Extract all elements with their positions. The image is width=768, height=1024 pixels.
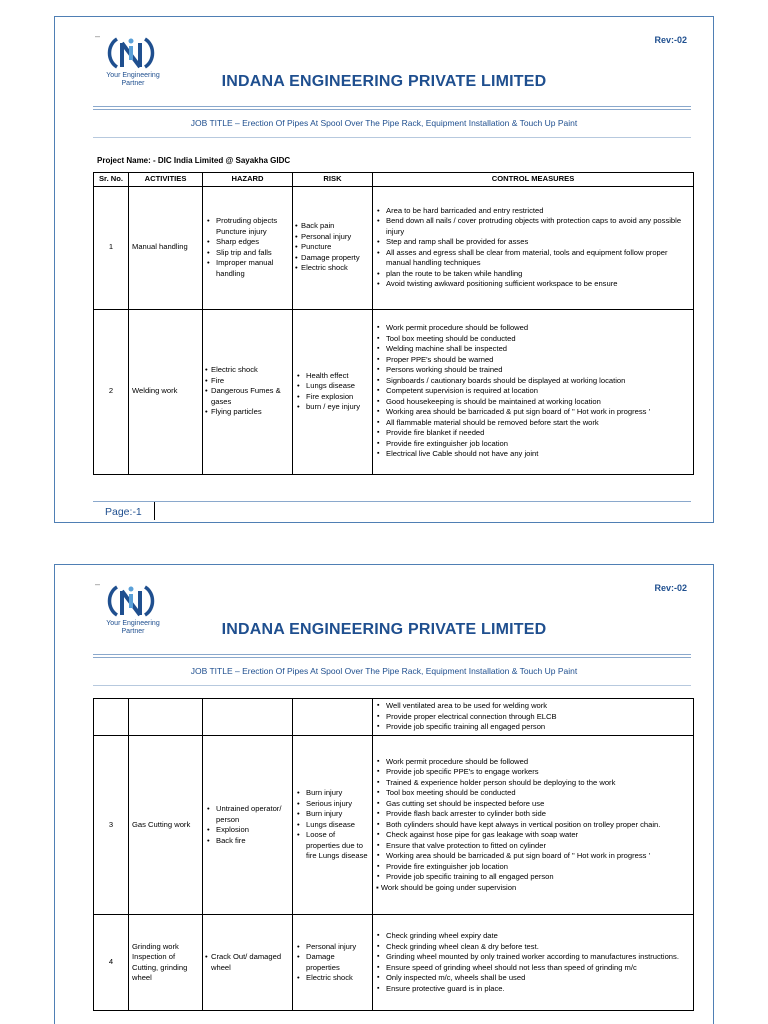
risk-cell	[293, 186, 373, 309]
table-row	[94, 915, 694, 1011]
note-text: Work should be going under supervision	[380, 882, 517, 892]
column-header: CONTROL MEASURES	[373, 173, 694, 187]
table-row	[94, 309, 694, 474]
footer-separator	[154, 502, 155, 520]
risk-cell	[293, 699, 373, 736]
serial-number: 1	[94, 186, 129, 309]
hazard-item: • Dangerous Fumes & gases	[206, 386, 289, 407]
control-item: ▪ Proper PPE's should be warned	[376, 355, 690, 366]
control-measures-cell	[373, 736, 694, 915]
revision-label: Rev:-02	[654, 583, 687, 593]
risk-assessment-table	[93, 172, 694, 475]
hazard-item: • Slip trip and falls	[206, 248, 289, 259]
supervision-note: ▪ Work should be going under supervision	[376, 882, 517, 892]
header-divider	[93, 657, 691, 658]
hazard-cell	[203, 915, 293, 1011]
hazard-item: • Crack Out/ damaged wheel	[206, 952, 289, 973]
header-divider	[93, 685, 691, 686]
column-header: RISK	[293, 173, 373, 187]
activity-cell: Manual handling	[129, 186, 203, 309]
page-number: Page:-1	[105, 506, 142, 518]
header-divider	[93, 137, 691, 138]
control-item: ▪ Check grinding wheel expiry date	[376, 931, 690, 942]
control-item: ▪ Provide proper electrical connection through ELCB	[376, 712, 690, 723]
control-item: ▪ Check against hose pipe for gas leakage with soap water	[376, 830, 690, 841]
control-item: ▪ Work permit procedure should be followed	[376, 323, 690, 334]
table-row	[94, 699, 694, 736]
control-item: ▪ Provide job specific PPE's to engage workers	[376, 767, 690, 778]
column-header: Sr. No.	[94, 173, 129, 187]
hazard-item: • Explosion	[206, 825, 289, 836]
risk-item: • Personal injury	[296, 942, 369, 953]
header-divider	[93, 106, 691, 107]
activity-cell: Gas Cutting work	[129, 736, 203, 915]
header-divider	[93, 109, 691, 110]
control-item: ▪ Provide job specific training all engaged person	[376, 722, 690, 733]
hazard-item: • Flying particles	[206, 407, 289, 418]
control-item: ▪ Provide flash back arrester to cylinder both side	[376, 809, 690, 820]
control-item: ▪ Well ventilated area to be used for welding work	[376, 701, 690, 712]
serial-number: 4	[94, 915, 129, 1011]
job-title: JOB TITLE – Erection Of Pipes At Spool Over The Pipe Rack, Equipment Installation & Touch Up Paint	[190, 666, 578, 676]
control-measures-cell	[373, 699, 694, 736]
control-item: ▪ All flammable material should be removed before start the work	[376, 418, 690, 429]
risk-cell	[293, 736, 373, 915]
job-title: JOB TITLE – Erection Of Pipes At Spool Over The Pipe Rack, Equipment Installation & Touch Up Paint	[190, 118, 578, 128]
hazard-cell	[203, 309, 293, 474]
risk-item: • Lungs disease	[296, 820, 369, 831]
risk-cell	[293, 915, 373, 1011]
control-item: ▪ Working area should be barricaded & put sign board of " Hot work in progress '	[376, 851, 690, 862]
logo-tagline: Your Engineering Partner	[106, 620, 160, 635]
column-header: ACTIVITIES	[129, 173, 203, 187]
logo-mark-icon	[105, 35, 157, 71]
header-dash: –	[95, 31, 101, 41]
risk-item: • burn / eye injury	[296, 402, 369, 413]
hazard-cell	[203, 699, 293, 736]
control-item: ▪ Trained & experience holder person should be deploying to the work	[376, 778, 690, 789]
risk-item: • Lungs disease	[296, 381, 369, 392]
hazard-item: • Fire	[206, 376, 289, 387]
logo-tagline: Your Engineering Partner	[106, 72, 160, 87]
control-item: ▪ Gas cutting set should be inspected before use	[376, 799, 690, 810]
risk-item: • Burn injury	[296, 788, 369, 799]
control-item: ▪ Signboards / cautionary boards should be displayed at working location	[376, 376, 690, 387]
document-page-2	[54, 564, 714, 1024]
control-item: • plan the route to be taken while handling	[376, 269, 690, 280]
risk-item: • Personal injury	[296, 232, 369, 243]
control-item: • Area to be hard barricaded and entry restricted	[376, 206, 690, 217]
activity-cell: Welding work	[129, 309, 203, 474]
control-item: ▪ Grinding wheel mounted by only trained worker according to manufactures instructions.	[376, 952, 690, 963]
control-measures-cell	[373, 309, 694, 474]
logo-mark-icon	[105, 583, 157, 619]
risk-item: • Burn injury	[296, 809, 369, 820]
table-row	[94, 736, 694, 915]
control-item: ▪ Provide job specific training to all engaged person	[376, 872, 690, 883]
hazard-item: • Improper manual handling	[206, 258, 289, 279]
control-item: • Step and ramp shall be provided for asses	[376, 237, 690, 248]
control-item: ▪ Provide fire extinguisher job location	[376, 862, 690, 873]
control-item: ▪ Tool box meeting should be conducted	[376, 334, 690, 345]
footer-divider	[93, 501, 691, 502]
control-item: ▪ Both cylinders should have kept always in vertical position on trolley proper chain.	[376, 820, 690, 831]
serial-number	[94, 699, 129, 736]
control-item: ▪ Good housekeeping is should be maintained at working location	[376, 397, 690, 408]
company-name: INDANA ENGINEERING PRIVATE LIMITED	[221, 73, 547, 90]
revision-label: Rev:-02	[654, 35, 687, 45]
control-item: ▪ Provide fire blanket if needed	[376, 428, 690, 439]
header-divider	[93, 654, 691, 655]
risk-item: • Back pain	[296, 221, 369, 232]
control-item: ▪ Provide fire extinguisher job location	[376, 439, 690, 450]
company-name: INDANA ENGINEERING PRIVATE LIMITED	[221, 621, 547, 638]
risk-item: • Fire explosion	[296, 392, 369, 403]
hazard-item: • Back fire	[206, 836, 289, 847]
control-measures-cell	[373, 186, 694, 309]
risk-item: • Puncture	[296, 242, 369, 253]
control-item: ▪ Tool box meeting should be conducted	[376, 788, 690, 799]
risk-item: • Loose of properties due to fire Lungs disease	[296, 830, 369, 862]
hazard-item: • Sharp edges	[206, 237, 289, 248]
document-page-1	[54, 16, 714, 523]
control-item: ▪ Persons working should be trained	[376, 365, 690, 376]
risk-item: • Health effect	[296, 371, 369, 382]
control-item: ▪ Competent supervision is required at location	[376, 386, 690, 397]
hazard-item: • Protruding objects Puncture injury	[206, 216, 289, 237]
risk-item: • Electric shock	[296, 263, 369, 274]
control-item: ▪ Only inspected m/c, wheels shall be used	[376, 973, 690, 984]
risk-item: • Damage properties	[296, 952, 369, 973]
risk-assessment-table-continued	[93, 698, 694, 1011]
table-row	[94, 186, 694, 309]
risk-item: • Electric shock	[296, 973, 369, 984]
activity-cell: Grinding work Inspection of Cutting, grinding wheel	[129, 915, 203, 1011]
hazard-item: • Untrained operator/ person	[206, 804, 289, 825]
serial-number: 3	[94, 736, 129, 915]
control-item: ▪ Ensure that valve protection to fitted on cylinder	[376, 841, 690, 852]
control-measures-cell	[373, 915, 694, 1011]
header-dash: –	[95, 579, 101, 589]
column-header: HAZARD	[203, 173, 293, 187]
project-name: Project Name: - DIC India Limited @ Sayakha GIDC	[97, 156, 291, 165]
hazard-item: • Electric shock	[206, 365, 289, 376]
control-item: ▪ Welding machine shall be inspected	[376, 344, 690, 355]
hazard-cell	[203, 736, 293, 915]
risk-cell	[293, 309, 373, 474]
control-item: • Avoid twisting awkward positioning sufficient workspace to be ensure	[376, 279, 690, 290]
table-header-row	[94, 173, 694, 187]
control-item: ▪ Ensure protective guard is in place.	[376, 984, 690, 995]
activity-cell	[129, 699, 203, 736]
control-item: • All asses and egress shall be clear from material, tools and equipment follow proper manual handling techniques	[376, 248, 690, 269]
hazard-cell	[203, 186, 293, 309]
risk-item: • Serious injury	[296, 799, 369, 810]
serial-number: 2	[94, 309, 129, 474]
risk-item: • Damage property	[296, 253, 369, 264]
control-item: ▪ Check grinding wheel clean & dry before test.	[376, 942, 690, 953]
control-item: ▪ Ensure speed of grinding wheel should not less than speed of grinding m/c	[376, 963, 690, 974]
control-item: ▪ Working area should be barricaded & put sign board of " Hot work in progress '	[376, 407, 690, 418]
control-item: • Bend down all nails / cover protruding objects with protection caps to avoid any possible injury	[376, 216, 690, 237]
control-item: ▪ Electrical live Cable should not have any joint	[376, 449, 690, 460]
control-item: ▪ Work permit procedure should be followed	[376, 757, 690, 768]
